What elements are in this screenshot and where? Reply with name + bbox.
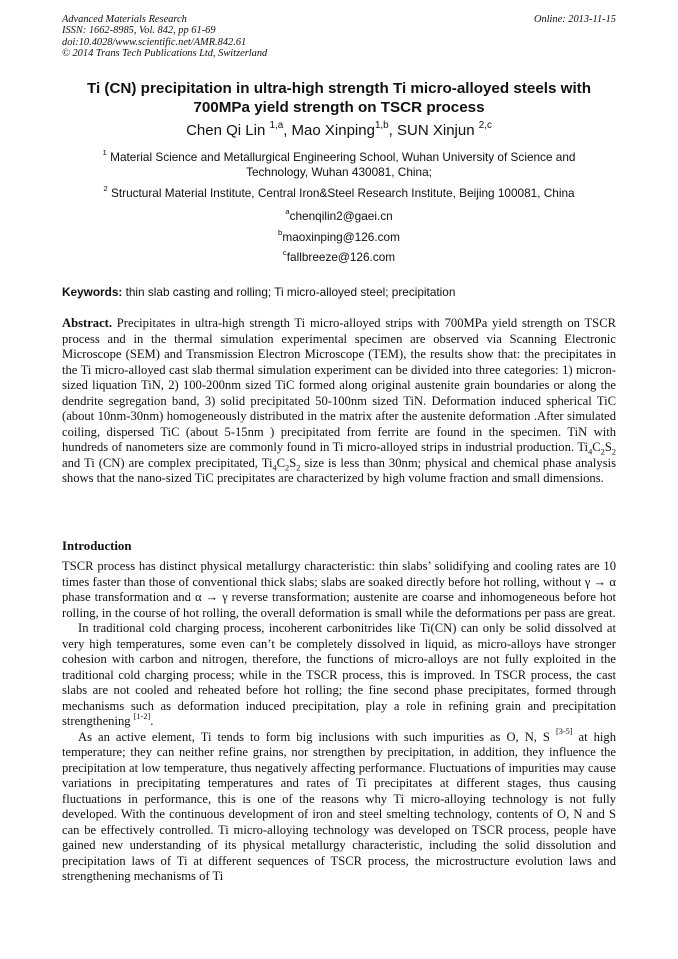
- journal-header: [62, 14, 616, 59]
- intro-paragraph-3-rest: at high temperature; they can neither refine grains, nor strengthen by precipitation, in addition, they influence the precipitation at low temperature, thus negatively affecting performance. Fluctuations of impurities may cause variations in precipitating temperatures and rates of Ti precipitates at different stages, thus causing fluctuations in performance, this is one of the reasons why Ti micro-alloying technology is not fully developed. With the continuous development of iron and steel smelting technology, contents of O, N and S can be effectively controlled. Ti micro-alloying technology was developed on TSCR process, people have gained new understanding of its physical metallurgy characteristic, including the solid dissolution and precipitation laws of Ti at different sequences of TSCR process, the microstructure evolution laws and strengthening mechanisms of Ti: [62, 729, 616, 883]
- keywords-label: Keywords:: [62, 285, 123, 299]
- keywords-text: thin slab casting and rolling; Ti micro-alloyed steel; precipitation: [122, 285, 456, 299]
- paper-title: [62, 79, 616, 117]
- abstract-part-3: size is less than 30nm; physical and chemical phase analysis shows that the nano-sized TiC precipitates are characterized by high volume fraction and small dimensions.: [62, 455, 616, 485]
- formula-2-d: S: [289, 455, 297, 470]
- formula-1-d: S: [604, 440, 612, 454]
- intro-paragraph-2-end: .: [150, 714, 154, 728]
- affiliation-1-number: 1: [102, 148, 107, 158]
- abstract-part-2: and Ti (CN) are complex precipitated, Ti: [62, 455, 273, 470]
- formula-1-sub-e: 2: [611, 447, 616, 457]
- introduction-body: [62, 559, 616, 885]
- email-a-sup: a: [285, 207, 290, 217]
- email-c: [62, 250, 616, 264]
- author-2: Mao Xinping: [291, 122, 375, 139]
- abstract-label: Abstract.: [62, 316, 113, 330]
- author-3-sup: 2,c: [478, 120, 492, 132]
- formula-2-sub-c: 2: [285, 463, 290, 473]
- email-a: [62, 209, 616, 223]
- formula-1-sub-a: 4: [588, 447, 593, 457]
- author-1: Chen Qi Lin: [186, 122, 266, 139]
- affiliation-2-line-1: Structural Material Institute, Central Iron&Steel Research Institute, Beijing 100081, China: [111, 186, 575, 200]
- formula-1-b: C: [592, 440, 601, 454]
- affiliation-1-line-1: Material Science and Metallurgical Engineering School, Wuhan University of Science and: [110, 150, 576, 164]
- email-b: [62, 230, 616, 244]
- reference-1-2: [1-2]: [133, 711, 151, 721]
- online-date: Online: 2013-11-15: [533, 14, 616, 25]
- formula-2-sub-a: 4: [272, 463, 277, 473]
- author-sep-2: ,: [388, 122, 398, 139]
- journal-name: Advanced Materials Research: [62, 14, 187, 25]
- intro-paragraph-3-text: As an active element, Ti tends to form big inclusions with such impurities as O, N, S: [78, 729, 556, 744]
- title-line-2: 700MPa yield strength on TSCR process: [193, 99, 485, 116]
- email-b-text: maoxinping@126.com: [282, 230, 400, 244]
- email-c-sup: c: [282, 248, 287, 258]
- formula-2-b: C: [276, 455, 286, 470]
- affiliation-2: [62, 186, 616, 201]
- doi-line: doi:10.4028/www.scientific.net/AMR.842.61: [62, 36, 247, 48]
- abstract-part-1: Precipitates in ultra-high strength Ti micro-alloyed strips with 700MPa yield strength on TSCR process and in the thermal simulation experimental specimen are observed via Scanning Electronic Microscope (SEM) and Transmission Electron Microscope (TEM), the results show that: the precipitates in the Ti micro-alloyed cast slab thermal simulation experiment can be divided into three categories: 1) micron-sized liquation TiN, 2) 100-200nm sized TiC formed along original austenite grain boundaries or along the dendrite segregation band, 3) solid precipitated 50-100nm sized TiN. Deformation induced spherical TiC (about 10nm-30nm) homogeneously distributed in the matrix after the austenite deformation .After simulated coiling, dispersed TiC (about 5-15nm ) precipitated from ferrite are found in the specimen. TiN with hundreds of nanometers size are commonly found in Ti micro-alloyed strips in industrial production. Ti: [62, 316, 616, 454]
- intro-paragraph-3: [62, 727, 616, 885]
- copyright-line: © 2014 Trans Tech Publications Ltd, Switzerland: [62, 47, 268, 59]
- keywords: [62, 285, 616, 299]
- affiliation-1-line-2: Technology, Wuhan 430081, China;: [246, 165, 432, 179]
- author-sep-1: ,: [283, 122, 292, 139]
- abstract: [62, 316, 616, 487]
- issn-line: ISSN: 1662-8985, Vol. 842, pp 61-69: [62, 25, 216, 37]
- intro-paragraph-1: TSCR process has distinct physical metallurgy characteristic: thin slabs’ solidifying and cooling rates are 10 times faster than those of conventional thick slabs; slabs are soaked directly before hot rolling, without γ → α phase transformation and α → γ reverse transformation; austenite are coarse and inhomogeneous before hot rolling, in the course of hot rolling, the overall deformation is small while the deformations per pass are great.: [62, 559, 616, 620]
- formula-2-sub-e: 2: [296, 463, 301, 473]
- email-c-text: fallbreeze@126.com: [286, 250, 396, 264]
- author-3: SUN Xinjun: [397, 122, 475, 139]
- intro-paragraph-2: [62, 621, 616, 730]
- author-1-sup: 1,a: [269, 120, 284, 132]
- title-line-1: Ti (CN) precipitation in ultra-high strength Ti micro-alloyed steels with: [86, 80, 592, 97]
- affiliation-2-number: 2: [103, 184, 108, 194]
- intro-paragraph-2-text: In traditional cold charging process, incoherent carbonitrides like Ti(CN) can only be solid dissolved at very high temperatures, some even can’t be completely dissolved in liquid, as micro-alloys have stronger cohesion with carbon and nitrogen, therefore, the functions of micro-alloys are not fully exploited in the traditional cold charging process; while in the TSCR process, this is improved. In TSCR process, the cast slabs are not cooled and reheated before hot rolling; the fine second phase precipitates, formed through mechanisms such as deformation induced precipitation, play a role in refining grain and precipitation strengthening: [62, 621, 616, 728]
- email-b-sup: b: [278, 228, 283, 238]
- affiliation-1: [62, 150, 616, 180]
- introduction-heading: Introduction: [62, 539, 132, 553]
- email-a-text: chenqilin2@gaei.cn: [289, 209, 393, 223]
- reference-3-5: [3-5]: [555, 727, 573, 737]
- author-list: [62, 122, 616, 140]
- author-2-sup: 1,b: [374, 120, 389, 132]
- formula-1-sub-c: 2: [600, 447, 605, 457]
